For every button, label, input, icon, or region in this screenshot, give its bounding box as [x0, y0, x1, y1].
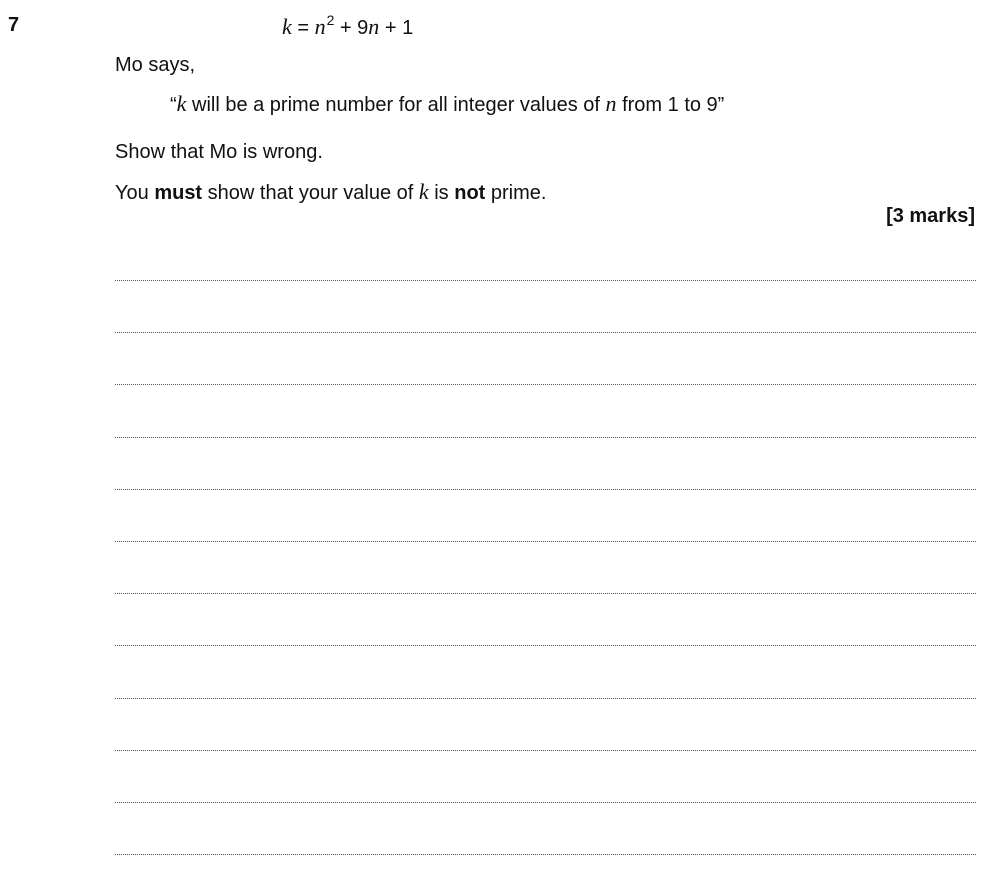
answer-line[interactable]	[115, 802, 976, 803]
formula	[282, 14, 413, 40]
quote-close: from 1 to 9”	[616, 94, 725, 116]
req-part3: is	[428, 182, 455, 204]
formula-var-k: k	[282, 14, 292, 39]
quote-var-k: k	[176, 91, 187, 116]
req-part1: You	[115, 182, 155, 204]
req-var-k: k	[418, 179, 429, 204]
mo-quote	[170, 91, 724, 117]
answer-line[interactable]	[115, 645, 976, 646]
requirement-text	[115, 179, 546, 205]
req-not: not	[454, 182, 486, 204]
formula-equals: =	[291, 17, 315, 39]
question-number: 7	[8, 14, 20, 36]
formula-plus-one: + 1	[379, 17, 414, 39]
answer-line[interactable]	[115, 332, 976, 333]
req-must: must	[154, 182, 203, 204]
formula-var-n-2: n	[368, 14, 380, 39]
formula-exponent: 2	[326, 12, 335, 28]
marks-label: [3 marks]	[886, 205, 975, 227]
intro-text: Mo says,	[115, 54, 196, 76]
answer-line[interactable]	[115, 489, 976, 490]
answer-line[interactable]	[115, 593, 976, 594]
answer-line[interactable]	[115, 854, 976, 855]
quote-var-n: n	[605, 91, 617, 116]
quote-open: “	[170, 94, 177, 116]
req-part4: prime.	[485, 182, 547, 204]
answer-line[interactable]	[115, 541, 976, 542]
quote-middle: will be a prime number for all integer values of	[186, 94, 606, 116]
instruction-text: Show that Mo is wrong.	[115, 141, 323, 163]
answer-line[interactable]	[115, 437, 976, 438]
formula-plus-nine: + 9	[334, 17, 369, 39]
answer-line[interactable]	[115, 698, 976, 699]
formula-var-n: n	[314, 14, 326, 39]
answer-line[interactable]	[115, 384, 976, 385]
answer-line[interactable]	[115, 280, 976, 281]
answer-line[interactable]	[115, 750, 976, 751]
req-part2: show that your value of	[202, 182, 419, 204]
